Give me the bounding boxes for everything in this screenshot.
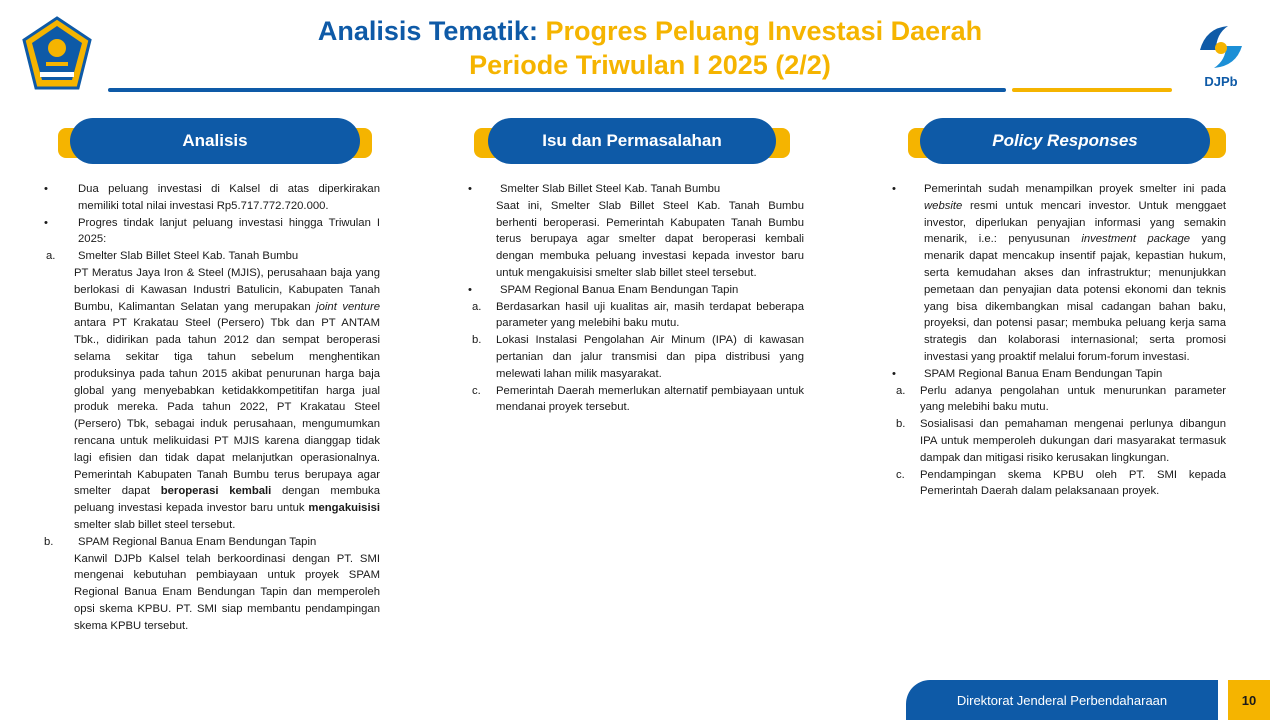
list-item: • Dua peluang investasi di Kalsel di atas diperkirakan memiliki total nilai investasi Rp5.717.772.720.000.	[40, 181, 380, 215]
page-title	[150, 14, 1150, 48]
isu-column	[464, 181, 804, 416]
title-main: Progres Peluang Investasi Daerah	[545, 16, 983, 46]
bullet: •	[44, 183, 48, 195]
analisis-column	[40, 181, 380, 635]
analisis-spam-paragraph: Kanwil DJPb Kalsel telah berkoordinasi dengan PT. SMI mengenai kebutuhan pembiayaan untuk proyek SPAM Regional Banua Enam Bendungan Tapin dan memperoleh opsi skema KPBU. PT. SMI siap membantu pendampingan skema KPBU tersebut.	[74, 552, 380, 632]
isu-smelter-paragraph: Saat ini, Smelter Slab Billet Steel Kab. Tanah Bumbu berhenti beroperasi. Pemerintah Kabupaten Tanah Bumbu terus berupaya agar smelter dapat beroperasi kembali dengan membuka peluang investasi kepada investor baru untuk mengakuisisi smelter slab billet steel tersebut.	[496, 199, 804, 279]
footer-organization: Direktorat Jenderal Perbendaharaan	[906, 680, 1218, 720]
list-item: • SPAM Regional Banua Enam Bendungan Tapin	[464, 282, 804, 299]
list-item: b. SPAM Regional Banua Enam Bendungan Tapin	[44, 535, 317, 548]
list-item: c. Pendampingan skema KPBU oleh PT. SMI kepada Pemerintah Daerah dalam pelaksanaan proyek.	[896, 468, 1226, 498]
section-isu	[474, 118, 804, 166]
list-item: a. Berdasarkan hasil uji kualitas air, masih terdapat beberapa parameter yang melebihi baku mutu.	[472, 300, 804, 330]
list-item: • Pemerintah sudah menampilkan proyek smelter ini pada website resmi untuk mencari investor. Untuk menggaet investor, diperlukan penyajian informasi yang semakin menarik, i.e.: penyusunan investment package yang menarik dapat mencakup insentif pajak, kepastian hukum, serta kemudahan akses dan infrastruktur; menunjukkan pemetaan dan penyajian data potensi ekonomi dan teknis yang bisa dikembangkan misal cadangan bahan baku, proyeksi, dan potensi pasar; membuka peluang kerja sama strategis dan kolaborasi internasional; serta promosi investasi yang proaktif melalui forum-forum investasi.	[888, 181, 1226, 366]
section-isu-label: Isu dan Permasalahan	[488, 118, 776, 164]
bullet: •	[892, 367, 896, 380]
title-rule-blue	[108, 88, 1006, 92]
bullet: •	[892, 183, 896, 195]
list-item: • Progres tindak lanjut peluang investasi hingga Triwulan I 2025:	[40, 215, 380, 249]
bullet: •	[468, 183, 472, 195]
title-prefix: Analisis Tematik:	[317, 16, 538, 46]
analisis-smelter-paragraph: PT Meratus Jaya Iron & Steel (MJIS), perusahaan baja yang berlokasi di Kawasan Industri Batulicin, Kabupaten Tanah Bumbu, Kalimantan Selatan yang merupakan joint venture antara PT Krakatau Steel (Persero) Tbk dan PT ANTAM Tbk., didirikan pada tahun 2012 dan sempat beroperasi selama sekitar tiga tahun sebelum menghentikan produksinya pada tahun 2015 akibat penurunan harga baja global yang menyebabkan ketidakkompetitifan harga jual produk mereka. Pada tahun 2022, PT Krakatau Steel (Persero) Tbk, sebagai induk perusahaan, mengumumkan rencana untuk melikuidasi PT MJIS karena dianggap tidak lagi efisien dan tidak dapat melanjutkan operasionalnya. Pemerintah Kabupaten Tanah Bumbu terus berupaya agar smelter dapat beroperasi kembali dengan membuka peluang investasi kepada investor baru untuk mengakuisisi smelter slab billet steel tersebut.	[74, 266, 380, 531]
list-item: • Smelter Slab Billet Steel Kab. Tanah Bumbu	[464, 181, 804, 198]
djpb-wordmark: DJPb	[1204, 74, 1238, 89]
page-number: 10	[1228, 680, 1270, 720]
list-item: • SPAM Regional Banua Enam Bendungan Tapin	[888, 366, 1226, 383]
section-analisis-label: Analisis	[70, 118, 360, 164]
list-item: c. Pemerintah Daerah memerlukan alternatif pembiayaan untuk mendanai proyek tersebut.	[472, 384, 804, 414]
title-rule-gold	[1012, 88, 1172, 92]
section-policy-label: Policy Responses	[920, 118, 1210, 164]
section-analisis	[58, 118, 378, 166]
list-item: b. Lokasi Instalasi Pengolahan Air Minum (IPA) di kawasan pertanian dan jalur transmisi dan pipa distribusi yang melewati lahan milik masyarakat.	[472, 334, 804, 380]
kemenkeu-logo	[22, 16, 92, 92]
bullet: •	[44, 216, 48, 229]
policy-column	[888, 181, 1226, 500]
list-item: a. Perlu adanya pengolahan untuk menurunkan parameter yang melebihi baku mutu.	[896, 384, 1226, 414]
section-policy	[908, 118, 1230, 166]
page-subtitle: Periode Triwulan I 2025 (2/2)	[469, 50, 831, 80]
bullet: •	[468, 283, 472, 296]
list-item: b. Sosialisasi dan pemahaman mengenai perlunya dibangun IPA untuk memperoleh dukungan dari masyarakat termasuk dampak dan mitigasi risiko kerusakan lingkungan.	[896, 418, 1226, 464]
list-item: a. Smelter Slab Billet Steel Kab. Tanah Bumbu	[46, 250, 299, 263]
